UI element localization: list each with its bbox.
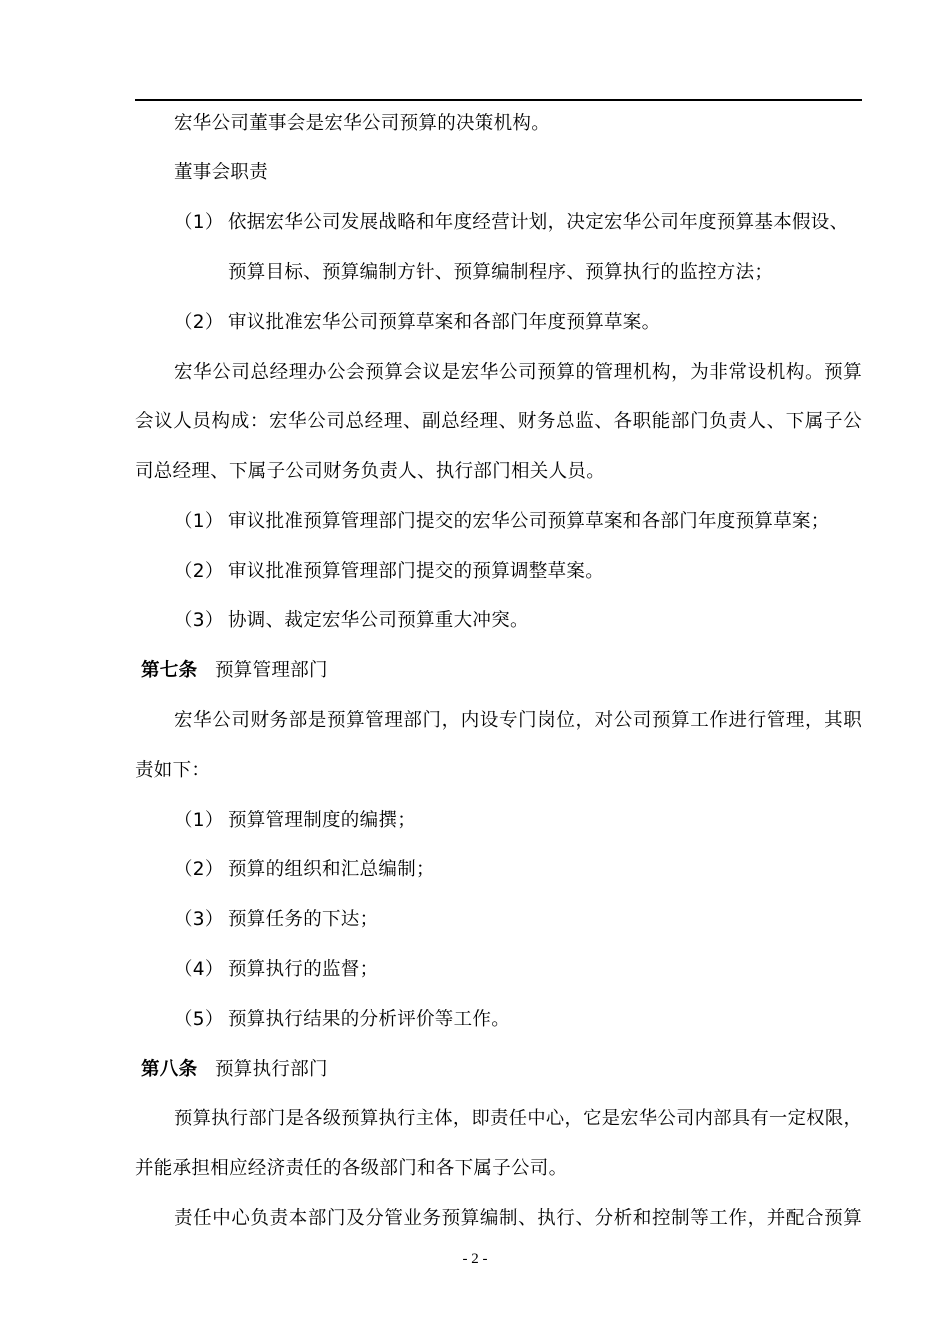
list-text: 预算执行结果的分析评价等工作。 <box>228 1009 511 1030</box>
paragraph-meeting-line1 <box>174 360 862 386</box>
article-7-heading <box>141 658 868 684</box>
list-text: 审议批准预算管理部门提交的预算调整草案。 <box>228 561 605 582</box>
list-item <box>174 608 901 634</box>
list-item <box>174 559 901 585</box>
list-text: 预算管理制度的编撰； <box>228 810 417 831</box>
paragraph-meeting-line3: 司总经理、下属子公司财务负责人、执行部门相关人员。 <box>135 461 606 482</box>
list-text: 依据宏华公司发展战略和年度经营计划，决定宏华公司年度预算基本假设、 <box>228 212 849 233</box>
subheading-board-duties: 董事会职责 <box>174 162 269 183</box>
list-item <box>174 857 901 883</box>
paragraph-text: 责任中心负责本部门及分管业务预算编制、执行、分析和控制等工作，并配合预算 <box>174 1208 862 1229</box>
paragraph-exec-line2: 并能承担相应经济责任的各级部门和各下属子公司。 <box>135 1158 568 1179</box>
list-item <box>174 1007 901 1033</box>
paragraph-board-role: 宏华公司董事会是宏华公司预算的决策机构。 <box>174 113 551 134</box>
list-text: 审议批准预算管理部门提交的宏华公司预算草案和各部门年度预算草案； <box>228 511 830 532</box>
list-text: 协调、裁定宏华公司预算重大冲突。 <box>228 610 529 631</box>
paragraph-text: 预算执行部门是各级预算执行主体，即责任中心，它是宏华公司内部具有一定权限， <box>174 1108 862 1129</box>
list-item <box>174 310 901 336</box>
paragraph-finance-line1 <box>174 708 862 734</box>
list-text: 预算执行的监督； <box>228 959 379 980</box>
list-text: 预算的组织和汇总编制； <box>228 859 435 880</box>
list-item <box>174 210 901 236</box>
list-number: （3） <box>174 909 224 930</box>
article-title: 预算执行部门 <box>215 1059 328 1080</box>
list-text: 预算任务的下达； <box>228 909 379 930</box>
list-item <box>174 509 901 535</box>
list-number: （3） <box>174 610 224 631</box>
paragraph-text: 会议人员构成：宏华公司总经理、副总经理、财务总监、各职能部门负责人、下属子公 <box>135 411 862 432</box>
list-number: （2） <box>174 859 224 880</box>
list-number: （2） <box>174 561 224 582</box>
paragraph-meeting-line2 <box>135 409 862 435</box>
paragraph-text: 宏华公司财务部是预算管理部门，内设专门岗位，对公司预算工作进行管理，其职 <box>174 710 862 731</box>
article-8-heading <box>141 1057 868 1083</box>
paragraph-exec-line1 <box>174 1106 862 1132</box>
list-item <box>174 957 901 983</box>
list-number: （5） <box>174 1009 224 1030</box>
page-number: - 2 - <box>462 1251 488 1267</box>
paragraph-finance-line2: 责如下： <box>135 760 211 781</box>
list-item <box>174 808 901 834</box>
paragraph-center-line1 <box>174 1206 862 1232</box>
list-number: （2） <box>174 312 224 333</box>
header-rule <box>135 99 862 101</box>
list-item <box>174 907 901 933</box>
list-number: （1） <box>174 810 224 831</box>
article-label: 第八条 <box>141 1059 198 1080</box>
list-text: 审议批准宏华公司预算草案和各部门年度预算草案。 <box>228 312 661 333</box>
paragraph-text: 宏华公司总经理办公会预算会议是宏华公司预算的管理机构，为非常设机构。预算 <box>174 362 862 383</box>
list-number: （4） <box>174 959 224 980</box>
list-number: （1） <box>174 212 224 233</box>
article-label: 第七条 <box>141 660 198 681</box>
list-number: （1） <box>174 511 224 532</box>
article-title: 预算管理部门 <box>215 660 328 681</box>
list-item-continuation: 预算目标、预算编制方针、预算编制程序、预算执行的监控方法； <box>228 262 774 283</box>
